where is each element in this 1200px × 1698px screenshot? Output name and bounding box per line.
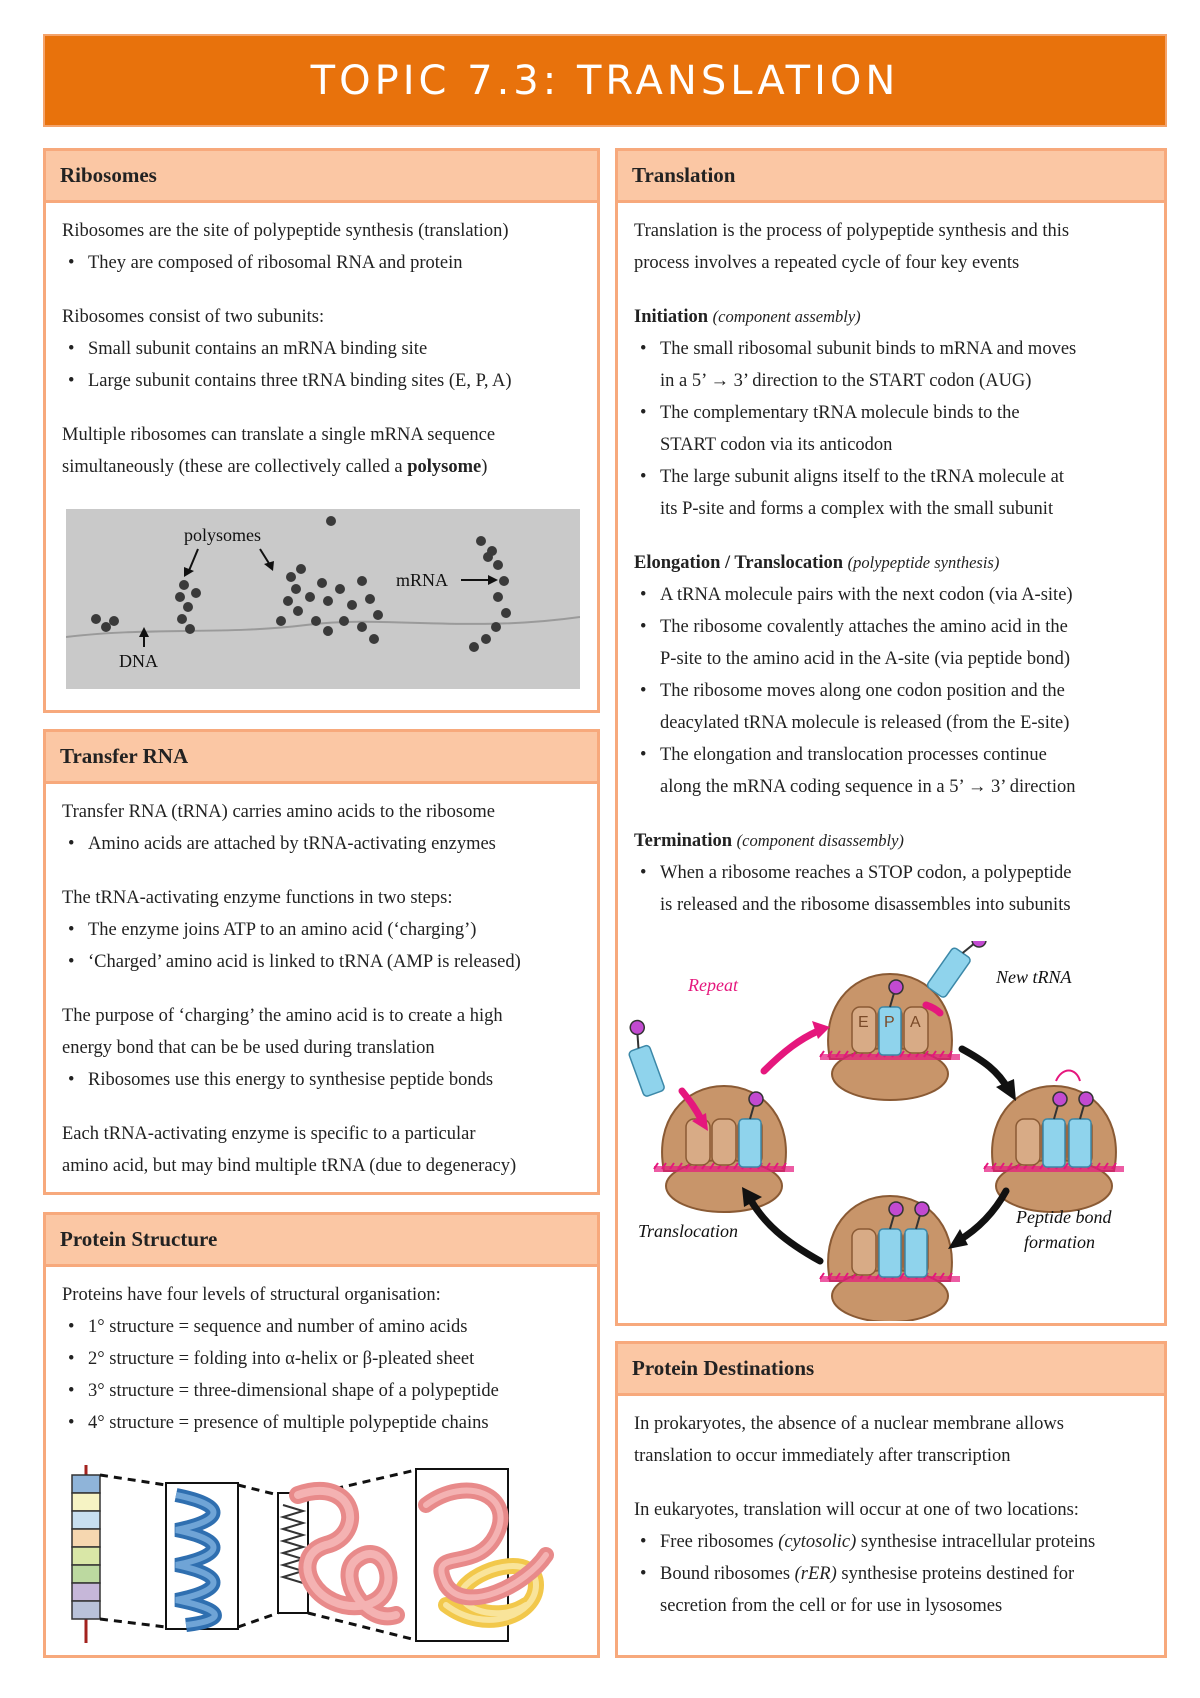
paragraph: Transfer RNA (tRNA) carries amino acids to the ribosome — [62, 802, 495, 822]
bullet: • The ribosome covalently attaches the amino acid in the P-site to the amino acid in the A-site (via peptide bond) — [634, 611, 1148, 675]
panel-protein-destinations — [615, 1341, 1167, 1658]
bullet: • Large subunit contains three tRNA binding sites (E, P, A) — [62, 365, 581, 397]
label-new-trna: New tRNA — [996, 967, 1072, 987]
paragraph: The tRNA-activating enzyme functions in two steps: — [62, 888, 453, 908]
paragraph: energy bond that can be be used during translation — [62, 1038, 435, 1058]
panel-transfer-rna — [43, 729, 600, 1195]
paragraph: Multiple ribosomes can translate a single mRNA sequence — [62, 425, 496, 445]
label-repeat: Repeat — [688, 975, 738, 995]
label-dna: DNA — [119, 651, 158, 671]
paragraph: process involves a repeated cycle of four key events — [634, 253, 1020, 273]
bullet: • Bound ribosomes (rER) synthesise proteins destined for secretion from the cell or for use in lysosomes — [634, 1558, 1148, 1622]
bullet: • Ribosomes use this energy to synthesise peptide bonds — [62, 1064, 581, 1096]
panel-heading: Transfer RNA — [46, 732, 597, 784]
panel-heading: Protein Structure — [46, 1215, 597, 1267]
bullet: • A tRNA molecule pairs with the next codon (via A-site) — [634, 579, 1148, 611]
site-p-label: P — [884, 1014, 895, 1031]
panel-ribosomes — [43, 148, 600, 713]
label-mrna: mRNA — [396, 570, 449, 590]
paragraph: In prokaryotes, the absence of a nuclear membrane allows — [634, 1414, 1064, 1434]
panel-heading: Translation — [618, 151, 1164, 203]
bullet: • 2° structure = folding into α-helix or β-pleated sheet — [62, 1343, 581, 1375]
title-banner — [43, 34, 1167, 127]
label-peptide-bond: Peptide bond — [1016, 1207, 1112, 1227]
paragraph: amino acid, but may bind multiple tRNA (due to degeneracy) — [62, 1156, 517, 1176]
panel-heading: Protein Destinations — [618, 1344, 1164, 1396]
bullet: • The enzyme joins ATP to an amino acid (‘charging’) — [62, 914, 581, 946]
panel-heading: Ribosomes — [46, 151, 597, 203]
section-title-elongation: Elongation / Translocation (polypeptide synthesis) — [634, 553, 1000, 573]
bullet: • The ribosome moves along one codon position and the deacylated tRNA molecule is released (from the E-site) — [634, 675, 1148, 739]
panel-translation — [615, 148, 1167, 1326]
section-title-termination: Termination (component disassembly) — [634, 831, 904, 851]
paragraph: Ribosomes are the site of polypeptide synthesis (translation) — [62, 221, 509, 241]
bullet: • 3° structure = three-dimensional shape of a polypeptide — [62, 1375, 581, 1407]
paragraph: simultaneously (these are collectively called a polysome) — [62, 457, 488, 477]
bullet: • When a ribosome reaches a STOP codon, a polypeptide is released and the ribosome disassembles into subunits — [634, 857, 1148, 921]
bullet: • The elongation and translocation processes continue along the mRNA coding sequence in a 5’ → 3’ direction — [634, 739, 1148, 803]
panel-protein-structure — [43, 1212, 600, 1658]
bullet: • The complementary tRNA molecule binds to the START codon via its anticodon — [634, 397, 1148, 461]
polysome-micrograph — [66, 509, 580, 689]
bullet: • Amino acids are attached by tRNA-activating enzymes — [62, 828, 581, 860]
translation-cycle-diagram — [624, 941, 1160, 1321]
paragraph: The purpose of ‘charging’ the amino acid is to create a high — [62, 1006, 503, 1026]
bullet: • Free ribosomes (cytosolic) synthesise intracellular proteins — [634, 1526, 1148, 1558]
paragraph: Translation is the process of polypeptide synthesis and this — [634, 221, 1070, 241]
bullet: • The large subunit aligns itself to the tRNA molecule at its P-site and forms a complex with the small subunit — [634, 461, 1148, 525]
protein-structure-levels-diagram — [66, 1465, 586, 1645]
bullet: • 1° structure = sequence and number of amino acids — [62, 1311, 581, 1343]
site-a-label: A — [910, 1014, 921, 1031]
bullet: • They are composed of ribosomal RNA and protein — [62, 247, 581, 279]
bullet: • ‘Charged’ amino acid is linked to tRNA (AMP is released) — [62, 946, 581, 978]
page-title: TOPIC 7.3: TRANSLATION — [310, 57, 900, 104]
paragraph: Ribosomes consist of two subunits: — [62, 307, 325, 327]
paragraph: Proteins have four levels of structural organisation: — [62, 1285, 441, 1305]
bullet: • 4° structure = presence of multiple polypeptide chains — [62, 1407, 581, 1439]
paragraph: In eukaryotes, translation will occur at one of two locations: — [634, 1500, 1079, 1520]
label-translocation: Translocation — [638, 1221, 739, 1241]
label-formation: formation — [1024, 1232, 1096, 1252]
label-polysomes: polysomes — [184, 525, 262, 545]
paragraph: Each tRNA-activating enzyme is specific to a particular — [62, 1124, 476, 1144]
section-title-initiation: Initiation (component assembly) — [634, 307, 861, 327]
paragraph: translation to occur immediately after transcription — [634, 1446, 1011, 1466]
bullet: • Small subunit contains an mRNA binding site — [62, 333, 581, 365]
site-e-label: E — [858, 1014, 869, 1031]
bullet: • The small ribosomal subunit binds to mRNA and moves in a 5’ → 3’ direction to the START codon (AUG) — [634, 333, 1148, 397]
